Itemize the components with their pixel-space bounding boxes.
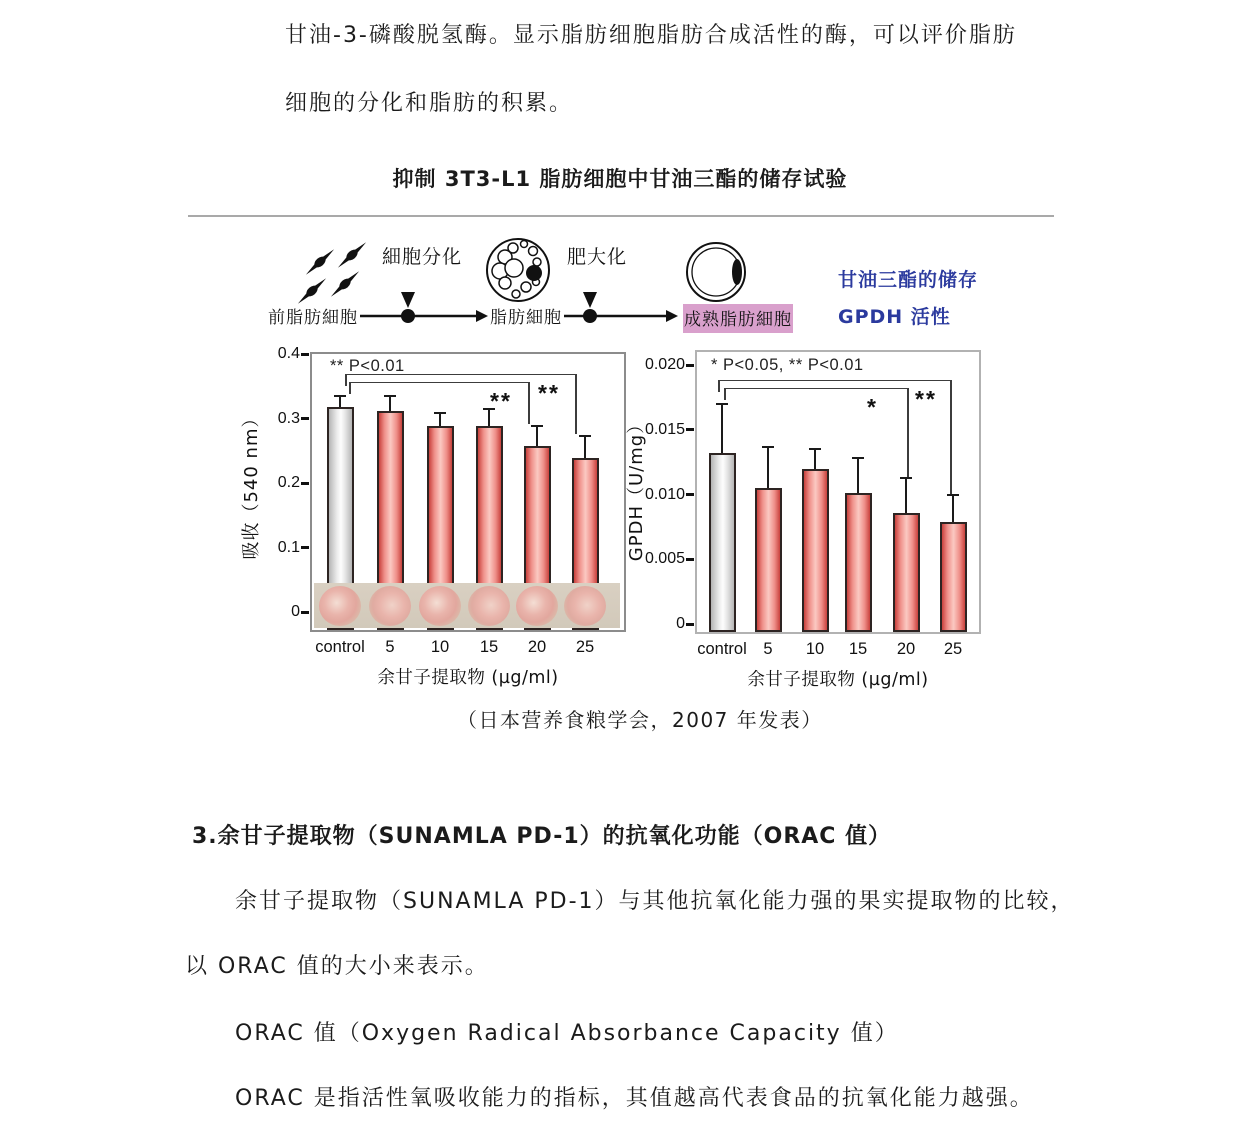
error-bar-cap [384, 395, 396, 397]
x-category-label: 20 [896, 640, 916, 658]
error-bar-cap [852, 457, 864, 459]
x-category-label: 15 [848, 640, 868, 658]
stained-well-photo-strip [314, 583, 620, 628]
error-bar-stem [814, 449, 816, 468]
x-category-label: 25 [575, 638, 595, 656]
y-axis-title: GPDH（U/mg） [626, 414, 647, 562]
significance-bracket-left-tick [724, 388, 726, 400]
x-axis-title: 余甘子提取物 (µg/ml) [747, 670, 929, 690]
stage1-label: 前脂肪細胞 [268, 308, 358, 328]
stage2-label: 脂肪細胞 [490, 308, 562, 328]
y-tick-mark [301, 482, 309, 485]
significance-bracket-leg [528, 382, 530, 424]
control-bar [709, 453, 736, 632]
y-tick-label: 0.2 [277, 474, 300, 491]
significance-bracket-line [349, 382, 528, 383]
error-bar-stem [339, 396, 341, 407]
process1-label: 細胞分化 [381, 246, 463, 268]
arrow1-icon [360, 292, 488, 323]
significance-bracket-left-tick [718, 380, 720, 392]
treatment-bar [893, 513, 920, 632]
y-tick-mark [686, 558, 694, 561]
error-bar-cap [579, 435, 591, 437]
significance-bracket-left-tick [349, 382, 351, 394]
y-tick-label: 0 [291, 603, 300, 620]
y-tick-label: 0.010 [644, 485, 685, 503]
x-category-label: 5 [763, 640, 773, 658]
gpdh-bar-chart [626, 350, 981, 690]
figure-top-divider [188, 215, 1054, 217]
mature-adipocyte-icon [687, 243, 745, 301]
significance-bracket-line [724, 388, 907, 389]
stage3-label: 成熟脂肪細胞 [684, 310, 792, 330]
error-bar-stem [721, 404, 723, 453]
error-bar-stem [584, 436, 586, 459]
y-axis-title: 吸收（540 nm） [241, 408, 262, 560]
y-tick-label: 0 [676, 615, 685, 632]
note-triglyceride-storage: 甘油三酯的储存 [838, 269, 979, 291]
significance-bracket-leg [575, 374, 577, 434]
error-bar-cap [947, 494, 959, 496]
y-tick-mark [686, 493, 694, 496]
y-tick-label: 0.4 [277, 345, 300, 362]
error-bar-cap [716, 403, 728, 405]
error-bar-stem [952, 495, 954, 522]
error-bar-cap [531, 425, 543, 427]
stained-well [516, 586, 558, 626]
x-category-label: control [315, 638, 365, 656]
y-tick-label: 0.005 [644, 550, 685, 568]
paragraph3: ORAC 值（Oxygen Radical Absorbance Capacity 值） [235, 1021, 899, 1046]
cell-differentiation-diagram [260, 228, 820, 343]
triangle-marker-icon [401, 292, 415, 308]
y-tick-label: 0.3 [277, 409, 300, 427]
section-heading: 3.余甘子提取物（SUNAMLA PD-1）的抗氧化功能（ORAC 值） [192, 824, 892, 849]
y-tick-mark [686, 623, 694, 626]
error-bar-cap [334, 395, 346, 397]
stained-well [369, 586, 411, 626]
x-category-label: 10 [430, 638, 450, 656]
x-category-label: 15 [479, 638, 499, 656]
figure-caption: （日本营养食粮学会，2007 年发表） [457, 708, 823, 732]
significance-bracket-leg [907, 388, 909, 477]
error-bar-cap [434, 412, 446, 414]
preadipocyte-cells-icon [295, 239, 369, 307]
y-tick-mark [301, 611, 309, 614]
p-value-annotation: * P<0.05, ** P<0.01 [711, 356, 864, 374]
note-gpdh-activity: GPDH 活性 [838, 306, 951, 328]
adipocyte-cell-icon [487, 239, 549, 301]
arrow2-icon [564, 292, 678, 323]
x-axis-title: 余甘子提取物 (µg/ml) [377, 668, 559, 688]
treatment-bar [940, 522, 967, 632]
paragraph2-line1: 余甘子提取物（SUNAMLA PD-1）与其他抗氧化能力强的果实提取物的比较， [235, 889, 1075, 914]
p-value-annotation: ** P<0.01 [330, 357, 405, 375]
y-tick-mark [686, 428, 694, 431]
stained-well [319, 586, 361, 626]
significance-label: ** [915, 386, 937, 412]
absorbance-bar-chart [241, 345, 626, 688]
paragraph1-line2: 细胞的分化和脂肪的积累。 [285, 91, 574, 116]
x-category-label: 25 [943, 640, 963, 658]
y-tick-mark [301, 546, 309, 549]
y-tick-label: 0.015 [644, 420, 685, 438]
significance-label: ** [490, 388, 512, 414]
figure-title: 抑制 3T3-L1 脂肪细胞中甘油三酯的储存试验 [392, 167, 848, 191]
error-bar-stem [536, 426, 538, 446]
significance-bracket-leg [950, 380, 952, 494]
treatment-bar [755, 488, 782, 632]
error-bar-stem [905, 478, 907, 513]
significance-bracket-line [718, 380, 950, 381]
process2-label: 肥大化 [566, 246, 628, 268]
stained-well [564, 586, 606, 626]
y-tick-label: 0.020 [644, 356, 685, 373]
error-bar-stem [767, 447, 769, 488]
error-bar-stem [857, 458, 859, 493]
error-bar-cap [900, 477, 912, 479]
y-tick-label: 0.1 [277, 538, 300, 556]
paragraph4: ORAC 是指活性氧吸收能力的指标，其值越高代表食品的抗氧化能力越强。 [235, 1086, 1034, 1111]
stained-well [419, 586, 461, 626]
treatment-bar [802, 469, 829, 632]
error-bar-stem [389, 396, 391, 411]
x-category-label: 20 [527, 638, 547, 656]
y-tick-mark [301, 417, 309, 420]
x-category-label: 5 [385, 638, 395, 656]
triangle-marker-icon [583, 292, 597, 308]
paragraph1-line1: 甘油-3-磷酸脱氢酶。显示脂肪细胞脂肪合成活性的酶，可以评价脂肪 [285, 23, 1017, 48]
error-bar-cap [762, 446, 774, 448]
x-category-label: control [697, 640, 747, 658]
y-tick-mark [686, 364, 694, 367]
treatment-bar [845, 493, 872, 632]
error-bar-cap [809, 448, 821, 450]
y-tick-mark [301, 353, 309, 356]
x-category-label: 10 [805, 640, 825, 658]
stained-well [468, 586, 510, 626]
paragraph2-line2: 以 ORAC 值的大小来表示。 [185, 954, 489, 979]
error-bar-stem [439, 413, 441, 426]
significance-label: ** [538, 380, 560, 406]
significance-label: * [867, 394, 878, 420]
